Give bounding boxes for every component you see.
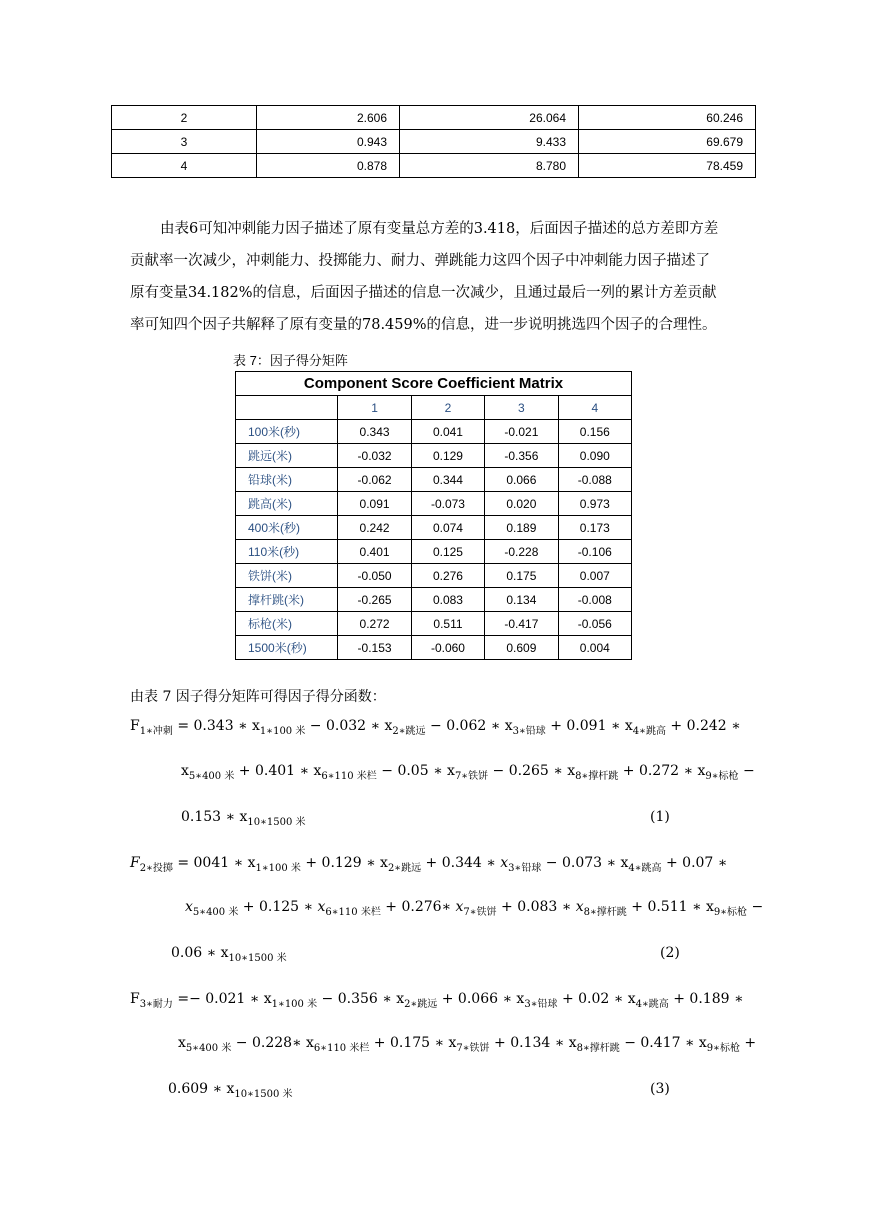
variance-table-cell: 0.943 bbox=[257, 130, 400, 154]
matrix-value-cell: -0.032 bbox=[338, 444, 411, 468]
matrix-column-header: 3 bbox=[485, 396, 558, 420]
matrix-value-cell: -0.050 bbox=[338, 564, 411, 588]
equation-2-line-2: $x_{5∗400 米} + 0.125$ ∗ $x_{6∗110 米栏}$ + 0.276∗ $x_{7∗铁饼} + 0.083$ ∗ $x_{8∗撑杆跳} + 0.511$ ∗ $x_{9∗标枪}$ − bbox=[185, 899, 764, 918]
matrix-value-cell: 0.083 bbox=[411, 588, 484, 612]
matrix-row bbox=[236, 492, 632, 516]
matrix-value-cell: 0.511 bbox=[411, 612, 484, 636]
equation-1-line-1: $F_{1∗冲刺} = 0.343$ ∗ $x_{1∗100 米} - 0.032$ ∗ $x_{2∗跳远} - 0.062$ ∗ $x_{3∗铅球} + 0.091$ ∗ $x_{4∗跳高} + 0.242$ ∗ bbox=[130, 718, 741, 737]
equation-3-line-3: 0.609 ∗ $x_{10∗1500 米}$ bbox=[168, 1081, 293, 1100]
matrix-value-cell: 0.090 bbox=[558, 444, 631, 468]
matrix-row bbox=[236, 564, 632, 588]
matrix-column-header: 4 bbox=[558, 396, 631, 420]
matrix-row bbox=[236, 468, 632, 492]
equation-3-line-2: $x_{5∗400 米}$ − 0.228∗ $x_{6∗110 米栏} + 0.175$ ∗ $x_{7∗铁饼} + 0.134$ ∗ $x_{8∗撑杆跳} - 0.417$ ∗ $x_{9∗标枪}$ + bbox=[178, 1035, 757, 1054]
equation-1-line-3: 0.153 ∗ $x_{10∗1500 米}$ bbox=[181, 809, 306, 828]
matrix-value-cell: 0.242 bbox=[338, 516, 411, 540]
matrix-value-cell: 0.401 bbox=[338, 540, 411, 564]
matrix-row-label: 1500米(秒) bbox=[236, 636, 338, 660]
matrix-row-label: 跳高(米) bbox=[236, 492, 338, 516]
matrix-title: Component Score Coefficient Matrix bbox=[236, 372, 632, 396]
matrix-value-cell: 0.074 bbox=[411, 516, 484, 540]
matrix-row bbox=[236, 420, 632, 444]
matrix-row bbox=[236, 636, 632, 660]
matrix-row bbox=[236, 516, 632, 540]
matrix-value-cell: -0.062 bbox=[338, 468, 411, 492]
equation-2-line-3: 0.06 ∗ $x_{10∗1500 米}$ bbox=[171, 945, 287, 964]
variance-table-row bbox=[112, 130, 756, 154]
formula-intro: 由表 7 因子得分矩阵可得因子得分函数： bbox=[130, 689, 386, 705]
matrix-row bbox=[236, 444, 632, 468]
matrix-value-cell: 0.007 bbox=[558, 564, 631, 588]
matrix-value-cell: -0.060 bbox=[411, 636, 484, 660]
variance-table-cell: 26.064 bbox=[400, 106, 579, 130]
table-caption: 表 7：因子得分矩阵 bbox=[233, 353, 348, 368]
equation-3-line-1: $F_{3∗耐力} =- 0.021$ ∗ $x_{1∗100 米} - 0.356$ ∗ $x_{2∗跳远} + 0.066$ ∗ $x_{3∗铅球} + 0.02$ ∗ $x_{4∗跳高} + 0.189$ ∗ bbox=[130, 991, 744, 1010]
matrix-row-label: 撑杆跳(米) bbox=[236, 588, 338, 612]
matrix-row-label: 铁饼(米) bbox=[236, 564, 338, 588]
variance-table-cell: 0.878 bbox=[257, 154, 400, 178]
matrix-row-label: 110米(秒) bbox=[236, 540, 338, 564]
score-coefficient-matrix bbox=[235, 371, 632, 660]
matrix-value-cell: -0.356 bbox=[485, 444, 558, 468]
matrix-row-label: 400米(秒) bbox=[236, 516, 338, 540]
paragraph-line: 由表6可知冲刺能力因子描述了原有变量总方差的3.418，后面因子描述的总方差即方差 bbox=[160, 221, 719, 237]
variance-table-cell: 8.780 bbox=[400, 154, 579, 178]
matrix-value-cell: 0.125 bbox=[411, 540, 484, 564]
matrix-column-header: 2 bbox=[411, 396, 484, 420]
matrix-value-cell: -0.153 bbox=[338, 636, 411, 660]
matrix-value-cell: 0.344 bbox=[411, 468, 484, 492]
variance-table-cell: 69.679 bbox=[579, 130, 756, 154]
matrix-value-cell: 0.156 bbox=[558, 420, 631, 444]
matrix-corner-cell bbox=[236, 396, 338, 420]
variance-table-row bbox=[112, 154, 756, 178]
matrix-value-cell: 0.091 bbox=[338, 492, 411, 516]
matrix-value-cell: 0.134 bbox=[485, 588, 558, 612]
matrix-value-cell: 0.173 bbox=[558, 516, 631, 540]
variance-table-cell: 2 bbox=[112, 106, 257, 130]
matrix-value-cell: 0.276 bbox=[411, 564, 484, 588]
equation-1-line-2: $x_{5∗400 米} + 0.401$ ∗ $x_{6∗110 米栏} - 0.05$ ∗ $x_{7∗铁饼} - 0.265$ ∗ $x_{8∗撑杆跳} + 0.272$ ∗ $x_{9∗标枪}$ − bbox=[181, 763, 755, 782]
matrix-value-cell: 0.973 bbox=[558, 492, 631, 516]
matrix-value-cell: -0.417 bbox=[485, 612, 558, 636]
equation-1-number: (1) bbox=[650, 809, 670, 825]
matrix-value-cell: 0.066 bbox=[485, 468, 558, 492]
analysis-paragraph bbox=[130, 213, 740, 341]
matrix-column-header: 1 bbox=[338, 396, 411, 420]
variance-table-cell: 2.606 bbox=[257, 106, 400, 130]
matrix-value-cell: -0.265 bbox=[338, 588, 411, 612]
matrix-value-cell: 0.129 bbox=[411, 444, 484, 468]
matrix-value-cell: -0.056 bbox=[558, 612, 631, 636]
matrix-value-cell: 0.272 bbox=[338, 612, 411, 636]
variance-table-cell: 3 bbox=[112, 130, 257, 154]
matrix-value-cell: 0.343 bbox=[338, 420, 411, 444]
matrix-row-label: 标枪(米) bbox=[236, 612, 338, 636]
equation-2-number: (2) bbox=[660, 945, 680, 961]
matrix-value-cell: 0.020 bbox=[485, 492, 558, 516]
variance-table-cell: 9.433 bbox=[400, 130, 579, 154]
matrix-row bbox=[236, 612, 632, 636]
variance-table-row bbox=[112, 106, 756, 130]
matrix-value-cell: -0.008 bbox=[558, 588, 631, 612]
matrix-value-cell: -0.088 bbox=[558, 468, 631, 492]
matrix-value-cell: -0.073 bbox=[411, 492, 484, 516]
matrix-value-cell: 0.189 bbox=[485, 516, 558, 540]
variance-table-cell: 78.459 bbox=[579, 154, 756, 178]
matrix-value-cell: -0.106 bbox=[558, 540, 631, 564]
matrix-value-cell: 0.004 bbox=[558, 636, 631, 660]
variance-table-cell: 60.246 bbox=[579, 106, 756, 130]
matrix-row-label: 100米(秒) bbox=[236, 420, 338, 444]
paragraph-line: 贡献率一次减少，冲刺能力、投掷能力、耐力、弹跳能力这四个因子中冲刺能力因子描述了 bbox=[130, 253, 710, 269]
paragraph-line: 原有变量34.182%的信息，后面因子描述的信息一次减少，且通过最后一列的累计方差贡献 bbox=[130, 285, 717, 301]
variance-table-cell: 4 bbox=[112, 154, 257, 178]
equation-3-number: (3) bbox=[650, 1081, 670, 1097]
matrix-value-cell: 0.609 bbox=[485, 636, 558, 660]
paragraph-line: 率可知四个因子共解释了原有变量的78.459%的信息，进一步说明挑选四个因子的合理性。 bbox=[130, 317, 717, 333]
matrix-value-cell: 0.175 bbox=[485, 564, 558, 588]
matrix-row-label: 跳远(米) bbox=[236, 444, 338, 468]
equation-2-line-1: $F_{2∗投掷} = 0041$ ∗ $x_{1∗100 米} + 0.129$ ∗ $x_{2∗跳远} + 0.344$ ∗ $x_{3∗铅球} - 0.073$ ∗ $x_{4∗跳高} + 0.07$ ∗ bbox=[130, 855, 728, 874]
matrix-value-cell: -0.228 bbox=[485, 540, 558, 564]
matrix-value-cell: 0.041 bbox=[411, 420, 484, 444]
matrix-row-label: 铅球(米) bbox=[236, 468, 338, 492]
matrix-value-cell: -0.021 bbox=[485, 420, 558, 444]
matrix-row bbox=[236, 588, 632, 612]
matrix-row bbox=[236, 540, 632, 564]
variance-table bbox=[111, 105, 756, 178]
